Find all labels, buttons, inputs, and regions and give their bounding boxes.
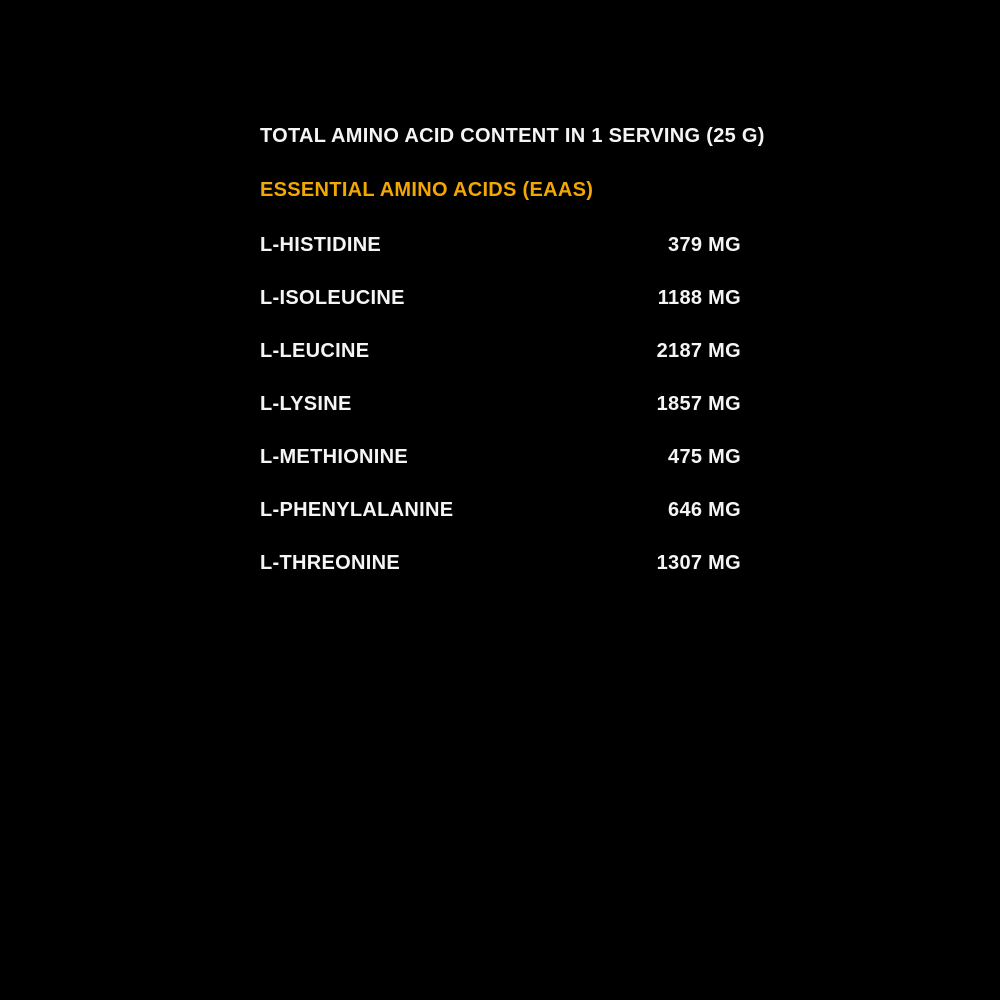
amino-acid-value: 1307 MG <box>656 552 741 574</box>
table-row <box>260 219 741 272</box>
amino-acid-content-panel <box>260 122 765 590</box>
section-heading-essential-amino-acids: ESSENTIAL AMINO ACIDS (EAAS) <box>260 179 594 201</box>
amino-acid-label: L-LEUCINE <box>260 340 370 362</box>
page-title: TOTAL AMINO ACID CONTENT IN 1 SERVING (25 G) <box>260 125 765 147</box>
amino-acid-label: L-METHIONINE <box>260 446 409 468</box>
amino-acid-label: L-HISTIDINE <box>260 234 382 256</box>
amino-acid-value: 1188 MG <box>657 287 741 309</box>
amino-acid-label: L-ISOLEUCINE <box>260 287 405 309</box>
amino-acid-value: 646 MG <box>668 499 741 521</box>
table-row <box>260 378 741 431</box>
table-row <box>260 484 741 537</box>
amino-acid-table <box>260 219 741 590</box>
amino-acid-label: L-THREONINE <box>260 552 400 574</box>
table-row <box>260 537 741 590</box>
amino-acid-label: L-PHENYLALANINE <box>260 499 454 521</box>
amino-acid-value: 2187 MG <box>656 340 741 362</box>
table-row <box>260 325 741 378</box>
table-row <box>260 431 741 484</box>
amino-acid-value: 1857 MG <box>656 393 741 415</box>
amino-acid-label: L-LYSINE <box>260 393 352 415</box>
table-row <box>260 272 741 325</box>
amino-acid-value: 475 MG <box>668 446 741 468</box>
amino-acid-value: 379 MG <box>668 234 741 256</box>
